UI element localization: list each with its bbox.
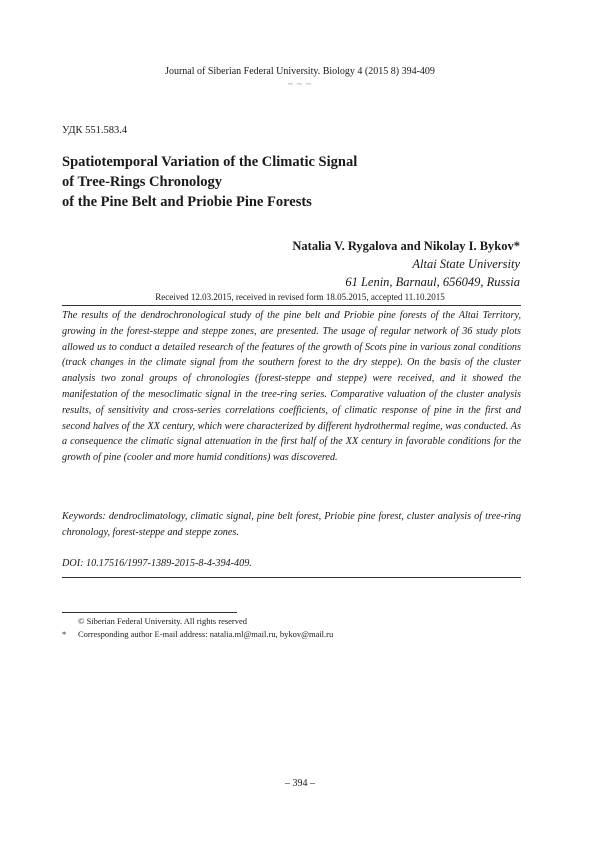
title-line: of the Pine Belt and Priobie Pine Forests: [62, 194, 312, 210]
keywords: Keywords: dendroclimatology, climatic signal, pine belt forest, Priobie pine forest, cluster analysis of tree-ring chronology, forest-steppe and steppe zones.: [62, 511, 521, 538]
author-affiliation: Altai State University: [412, 257, 520, 271]
author-block: [292, 237, 520, 291]
received-dates: Received 12.03.2015, received in revised form 18.05.2015, accepted 11.10.2015: [155, 292, 445, 302]
doi: DOI: 10.17516/1997-1389-2015-8-4-394-409.: [62, 558, 252, 569]
footnote-copyright: © Siberian Federal University. All rights reserved: [78, 616, 248, 626]
author-address: 61 Lenin, Barnaul, 656049, Russia: [345, 275, 520, 289]
footnote-rule: [62, 612, 237, 613]
udc-code: УДК 551.583.4: [62, 125, 128, 136]
abstract-top-rule: [62, 305, 521, 306]
author-names: Natalia V. Rygalova and Nikolay I. Bykov*: [292, 239, 520, 253]
title-line: Spatiotemporal Variation of the Climatic Signal: [62, 154, 358, 170]
title-line: of Tree-Rings Chronology: [62, 174, 223, 190]
paper-title: [62, 152, 542, 212]
doi-bottom-rule: [62, 577, 521, 578]
page-number: – 394 –: [285, 778, 315, 789]
journal-header: Journal of Siberian Federal University. Biology 4 (2015 8) 394-409: [165, 66, 435, 77]
footnote-corresponding-text: Corresponding author E-mail address: natalia.ml@mail.ru, bykov@mail.ru: [78, 629, 334, 639]
footnote-mark: *: [62, 629, 67, 639]
header-separator: ~ ~ ~: [287, 79, 313, 89]
abstract: The results of the dendrochronological study of the pine belt and Priobie pine forests of the Altai Territory, growing in the forest-steppe and steppe zones, are presented. The usage of regular network of 36 study plots allowed us to conduct a detailed research of the features of the growth of Scots pine in various zonal conditions (track changes in the climate signal from the southern forest to the dry steppe). On the basis of the cluster analysis two zonal groups of chronologies (forest-steppe and steppe) were received, and it showed the manifestation of the mesoclimatic signal in the tree-ring series. Comparative valuation of the cluster analysis results, of sensitivity and cross-series correlations coefficients, of climatic response of pine in the first and second halves of the XX century, which were characterized by different hydrothermal regime, was conducted. As a consequence the climatic signal attenuation in the first half of the XX century in favorable conditions for the growth of pine (cooler and more humid conditions) was discovered.: [62, 310, 521, 464]
footnote-corresponding: [62, 629, 333, 639]
